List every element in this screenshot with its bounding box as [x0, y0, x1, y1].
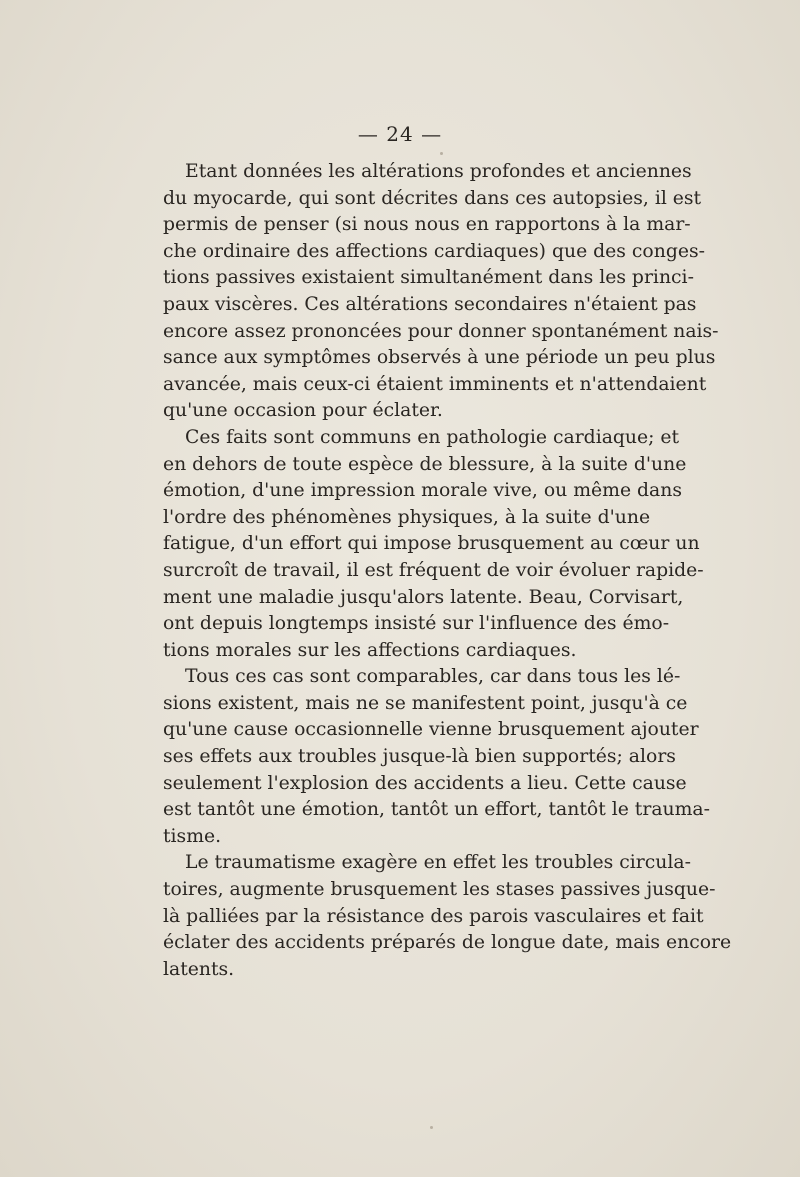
text-line: l'ordre des phénomènes physiques, à la suite d'une: [163, 506, 651, 528]
text-line: che ordinaire des affections cardiaques) que des conges-: [163, 240, 705, 262]
text-line: sions existent, mais ne se manifestent point, jusqu'à ce: [163, 692, 688, 714]
text-line: toires, augmente brusquement les stases passives jusque-: [163, 879, 716, 901]
text-line: tions passives existaient simultanément dans les princi-: [163, 267, 694, 289]
text-line: Ces faits sont communs en pathologie cardiaque; et: [185, 426, 680, 448]
text-line: Etant données les altérations profondes et anciennes: [185, 161, 692, 182]
text-line: du myocarde, qui sont décrites dans ces autopsies, il est: [163, 187, 702, 209]
text-line: ment une maladie jusqu'alors latente. Beau, Corvisart,: [163, 586, 684, 608]
paper-speck: [440, 152, 443, 155]
text-line: tions morales sur les affections cardiaques.: [163, 639, 577, 661]
text-line: paux viscères. Ces altérations secondaires n'étaient pas: [163, 293, 697, 315]
text-line: qu'une occasion pour éclater.: [163, 400, 443, 422]
paper-speck: [430, 1126, 433, 1129]
text-line: Le traumatisme exagère en effet les troubles circula-: [185, 852, 691, 874]
text-line: seulement l'explosion des accidents a lieu. Cette cause: [163, 772, 687, 794]
text-line: avancée, mais ceux-ci étaient imminents et n'attendaient: [163, 373, 707, 395]
page-number: — 24 —: [357, 122, 443, 146]
text-line: ses effets aux troubles jusque-là bien supportés; alors: [163, 746, 676, 768]
text-line: fatigue, d'un effort qui impose brusquement au cœur un: [163, 533, 700, 555]
text-line: permis de penser (si nous nous en rapportons à la mar-: [163, 214, 691, 236]
text-line: en dehors de toute espèce de blessure, à la suite d'une: [163, 453, 687, 475]
text-line: ont depuis longtemps insisté sur l'influence des émo-: [163, 613, 670, 635]
body-text: [163, 159, 732, 983]
text-line: sance aux symptômes observés à une période un peu plus: [163, 347, 716, 369]
text-line: éclater des accidents préparés de longue date, mais encore: [163, 932, 732, 954]
text-line: tisme.: [163, 825, 222, 847]
text-line: est tantôt une émotion, tantôt un effort, tantôt le trauma-: [163, 799, 710, 821]
text-line: latents.: [163, 958, 235, 980]
text-line: encore assez prononcées pour donner spontanément nais-: [163, 320, 719, 342]
text-line: Tous ces cas sont comparables, car dans tous les lé-: [185, 666, 681, 688]
text-line: qu'une cause occasionnelle vienne brusquement ajouter: [163, 719, 699, 741]
text-line: émotion, d'une impression morale vive, ou même dans: [163, 480, 682, 502]
text-line: surcroît de travail, il est fréquent de voir évoluer rapide-: [163, 559, 704, 581]
text-line: là palliées par la résistance des parois vasculaires et fait: [163, 905, 704, 927]
